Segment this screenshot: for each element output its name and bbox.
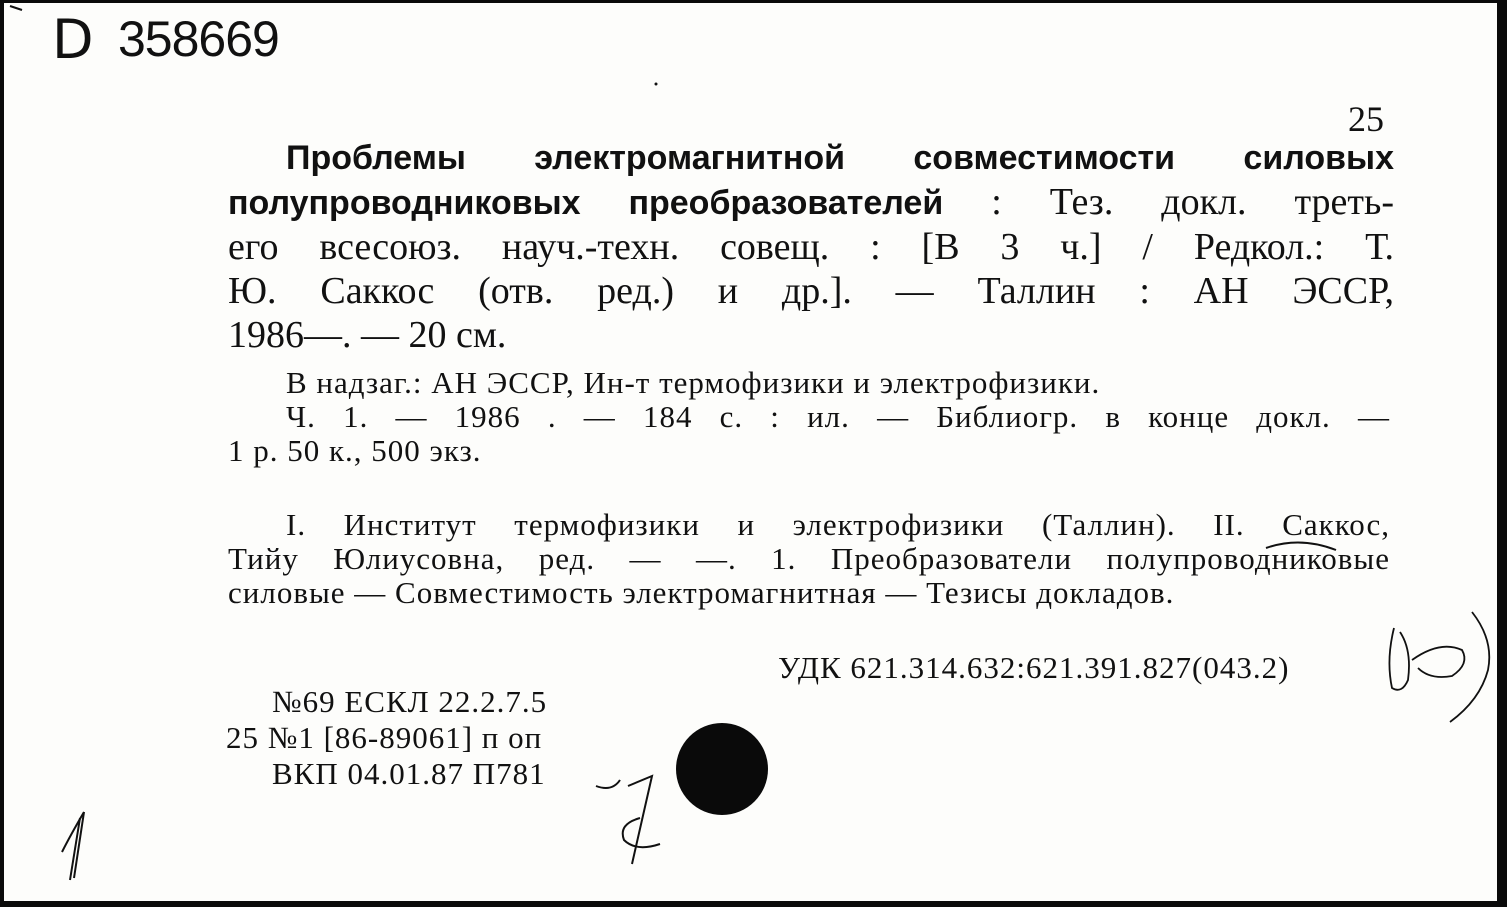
- page-number: 25: [1348, 99, 1384, 139]
- pen-tick-mark: [596, 780, 620, 788]
- udk-classification: УДК 621.314.632:621.391.827(043.2): [778, 650, 1290, 685]
- title-bold-part: полупроводниковых преобразователей: [228, 184, 944, 222]
- tracing-line-1: I. Институт термофизики и электрофизики (Таллин). II. Саккос,: [286, 507, 1390, 542]
- handwritten-annotation-mark: [1389, 612, 1489, 722]
- inventory-prefix: D: [52, 8, 94, 71]
- corner-ink-mark: [10, 6, 22, 10]
- note-line-2: Ч. 1. — 1986 . — 184 с. : ил. — Библиогр. в конце докл. —: [286, 399, 1390, 434]
- handwritten-one-mark: [62, 812, 84, 880]
- handwritten-seven-mark: [623, 776, 660, 864]
- tracing-line-2: Тийу Юлиусовна, ред. — —. 1. Преобразователи полупроводниковые: [228, 541, 1390, 576]
- tracing-line-3: силовые — Совместимость электромагнитная — Тезисы докладов.: [228, 575, 1175, 610]
- title-rest: : Тез. докл. треть-: [943, 181, 1394, 223]
- description-line-4: Ю. Саккос (отв. ред.) и др.]. — Таллин : АН ЭССР,: [228, 270, 1394, 312]
- note-line-1: В надзаг.: АН ЭССР, Ин-т термофизики и электрофизики.: [286, 365, 1101, 400]
- inventory-number: 358669: [118, 11, 279, 67]
- shelf-line-3: ВКП 04.01.87 П781: [272, 756, 546, 791]
- title-line-1: Проблемы электромагнитной совместимости силовых: [286, 139, 1394, 177]
- shelf-line-1: №69 ЕСКЛ 22.2.7.5: [272, 684, 548, 719]
- shelf-line-2-text: №1 [86-89061] п оп: [267, 720, 543, 755]
- note-line-3: 1 р. 50 к., 500 экз.: [228, 433, 482, 468]
- shelf-line-2-prefix: 25: [226, 720, 259, 755]
- pen-overline-mark: [1266, 542, 1336, 550]
- ink-speck: [655, 83, 658, 86]
- description-line-5: 1986—. — 20 см.: [228, 314, 507, 356]
- description-line-3: его всесоюз. науч.-техн. совещ. : [В 3 ч.] / Редкол.: Т.: [228, 226, 1394, 268]
